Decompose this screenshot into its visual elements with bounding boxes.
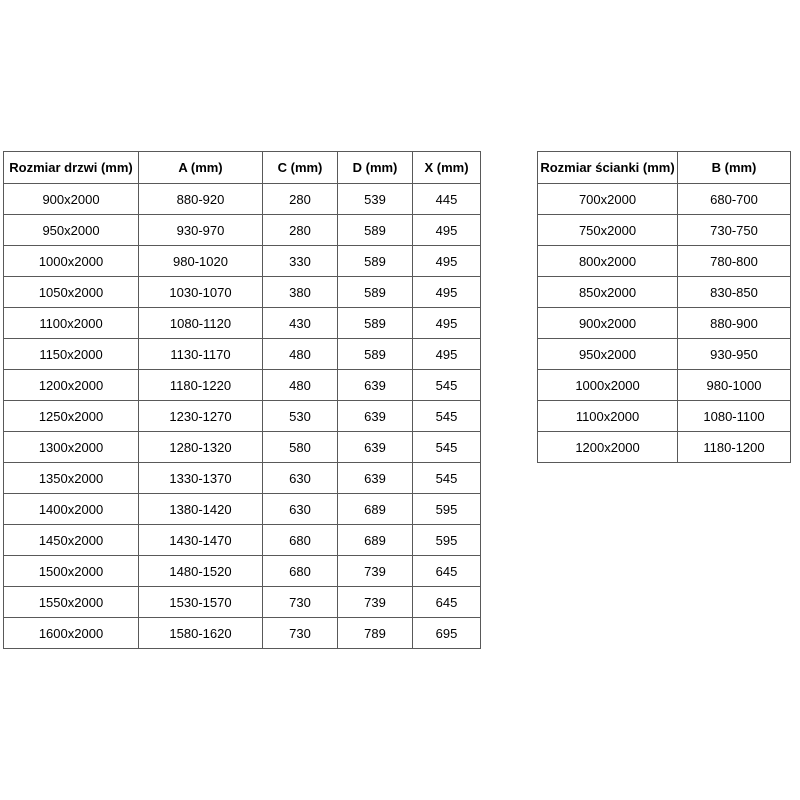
table-row	[4, 339, 481, 370]
column-header: A (mm)	[139, 152, 263, 184]
table-cell: 645	[413, 556, 481, 587]
table-cell: 730	[263, 587, 338, 618]
table-cell: 1250x2000	[4, 401, 139, 432]
table-cell: 1500x2000	[4, 556, 139, 587]
table-cell: 630	[263, 463, 338, 494]
table-cell: 950x2000	[538, 339, 678, 370]
table-cell: 1080-1120	[139, 308, 263, 339]
column-header: D (mm)	[338, 152, 413, 184]
table-header-row	[4, 152, 481, 184]
table-row	[4, 215, 481, 246]
table-cell: 1280-1320	[139, 432, 263, 463]
table-row	[4, 494, 481, 525]
table-cell: 950x2000	[4, 215, 139, 246]
table-cell: 1530-1570	[139, 587, 263, 618]
table-cell: 580	[263, 432, 338, 463]
table-cell: 545	[413, 432, 481, 463]
table-cell: 750x2000	[538, 215, 678, 246]
table-cell: 1430-1470	[139, 525, 263, 556]
table-cell: 800x2000	[538, 246, 678, 277]
table-row	[538, 184, 791, 215]
table-cell: 689	[338, 525, 413, 556]
table-cell: 495	[413, 308, 481, 339]
table-cell: 445	[413, 184, 481, 215]
table-cell: 830-850	[678, 277, 791, 308]
table-cell: 1130-1170	[139, 339, 263, 370]
table-row	[4, 246, 481, 277]
table-cell: 589	[338, 308, 413, 339]
table-cell: 980-1000	[678, 370, 791, 401]
table-cell: 280	[263, 215, 338, 246]
table-cell: 1230-1270	[139, 401, 263, 432]
table-cell: 545	[413, 401, 481, 432]
table-cell: 639	[338, 432, 413, 463]
table-cell: 1600x2000	[4, 618, 139, 649]
table-cell: 280	[263, 184, 338, 215]
table-row	[538, 308, 791, 339]
table-cell: 1100x2000	[4, 308, 139, 339]
table-cell: 589	[338, 246, 413, 277]
table-cell: 1000x2000	[538, 370, 678, 401]
table-cell: 480	[263, 370, 338, 401]
column-header: Rozmiar drzwi (mm)	[4, 152, 139, 184]
table-row	[4, 432, 481, 463]
table-cell: 739	[338, 587, 413, 618]
table-row	[4, 277, 481, 308]
table-cell: 595	[413, 494, 481, 525]
table-cell: 639	[338, 463, 413, 494]
table-cell: 495	[413, 215, 481, 246]
table-cell: 930-970	[139, 215, 263, 246]
table-cell: 1300x2000	[4, 432, 139, 463]
table-cell: 639	[338, 370, 413, 401]
table-row	[4, 525, 481, 556]
table-cell: 730	[263, 618, 338, 649]
table-row	[4, 184, 481, 215]
table-cell: 645	[413, 587, 481, 618]
table-cell: 430	[263, 308, 338, 339]
table-row	[4, 463, 481, 494]
table-cell: 680	[263, 525, 338, 556]
table-cell: 539	[338, 184, 413, 215]
table-cell: 900x2000	[538, 308, 678, 339]
column-header: C (mm)	[263, 152, 338, 184]
table-cell: 589	[338, 339, 413, 370]
table-row	[538, 432, 791, 463]
column-header: Rozmiar ścianki (mm)	[538, 152, 678, 184]
table-cell: 545	[413, 370, 481, 401]
table-row	[538, 401, 791, 432]
table-cell: 480	[263, 339, 338, 370]
table-cell: 900x2000	[4, 184, 139, 215]
table-cell: 1180-1220	[139, 370, 263, 401]
table-cell: 1550x2000	[4, 587, 139, 618]
table-cell: 589	[338, 277, 413, 308]
column-header: B (mm)	[678, 152, 791, 184]
table-cell: 1480-1520	[139, 556, 263, 587]
table-row	[538, 339, 791, 370]
table-header-row	[538, 152, 791, 184]
table-cell: 1200x2000	[538, 432, 678, 463]
table-cell: 639	[338, 401, 413, 432]
door-size-table	[3, 151, 481, 649]
table-cell: 1180-1200	[678, 432, 791, 463]
table-row	[4, 618, 481, 649]
wall-size-table	[537, 151, 791, 463]
table-cell: 380	[263, 277, 338, 308]
table-cell: 739	[338, 556, 413, 587]
table-cell: 930-950	[678, 339, 791, 370]
table-row	[4, 556, 481, 587]
table-cell: 1050x2000	[4, 277, 139, 308]
table-cell: 730-750	[678, 215, 791, 246]
table-row	[538, 215, 791, 246]
table-cell: 595	[413, 525, 481, 556]
table-cell: 780-800	[678, 246, 791, 277]
table-cell: 1350x2000	[4, 463, 139, 494]
table-cell: 789	[338, 618, 413, 649]
table-cell: 1380-1420	[139, 494, 263, 525]
table-cell: 1080-1100	[678, 401, 791, 432]
table-row	[4, 401, 481, 432]
table-cell: 700x2000	[538, 184, 678, 215]
table-cell: 495	[413, 246, 481, 277]
table-cell: 680	[263, 556, 338, 587]
table-cell: 680-700	[678, 184, 791, 215]
table-cell: 850x2000	[538, 277, 678, 308]
table-cell: 1200x2000	[4, 370, 139, 401]
table-cell: 630	[263, 494, 338, 525]
table-cell: 880-920	[139, 184, 263, 215]
table-cell: 545	[413, 463, 481, 494]
table-row	[4, 370, 481, 401]
table-cell: 980-1020	[139, 246, 263, 277]
table-cell: 1150x2000	[4, 339, 139, 370]
table-cell: 1450x2000	[4, 525, 139, 556]
table-cell: 495	[413, 277, 481, 308]
table-row	[538, 277, 791, 308]
table-cell: 1580-1620	[139, 618, 263, 649]
table-cell: 695	[413, 618, 481, 649]
table-cell: 530	[263, 401, 338, 432]
table-cell: 880-900	[678, 308, 791, 339]
table-cell: 1000x2000	[4, 246, 139, 277]
table-cell: 1400x2000	[4, 494, 139, 525]
table-row	[538, 246, 791, 277]
table-row	[4, 587, 481, 618]
table-cell: 330	[263, 246, 338, 277]
table-cell: 1030-1070	[139, 277, 263, 308]
table-cell: 495	[413, 339, 481, 370]
table-row	[538, 370, 791, 401]
table-cell: 589	[338, 215, 413, 246]
table-cell: 1330-1370	[139, 463, 263, 494]
table-cell: 689	[338, 494, 413, 525]
column-header: X (mm)	[413, 152, 481, 184]
table-row	[4, 308, 481, 339]
table-cell: 1100x2000	[538, 401, 678, 432]
